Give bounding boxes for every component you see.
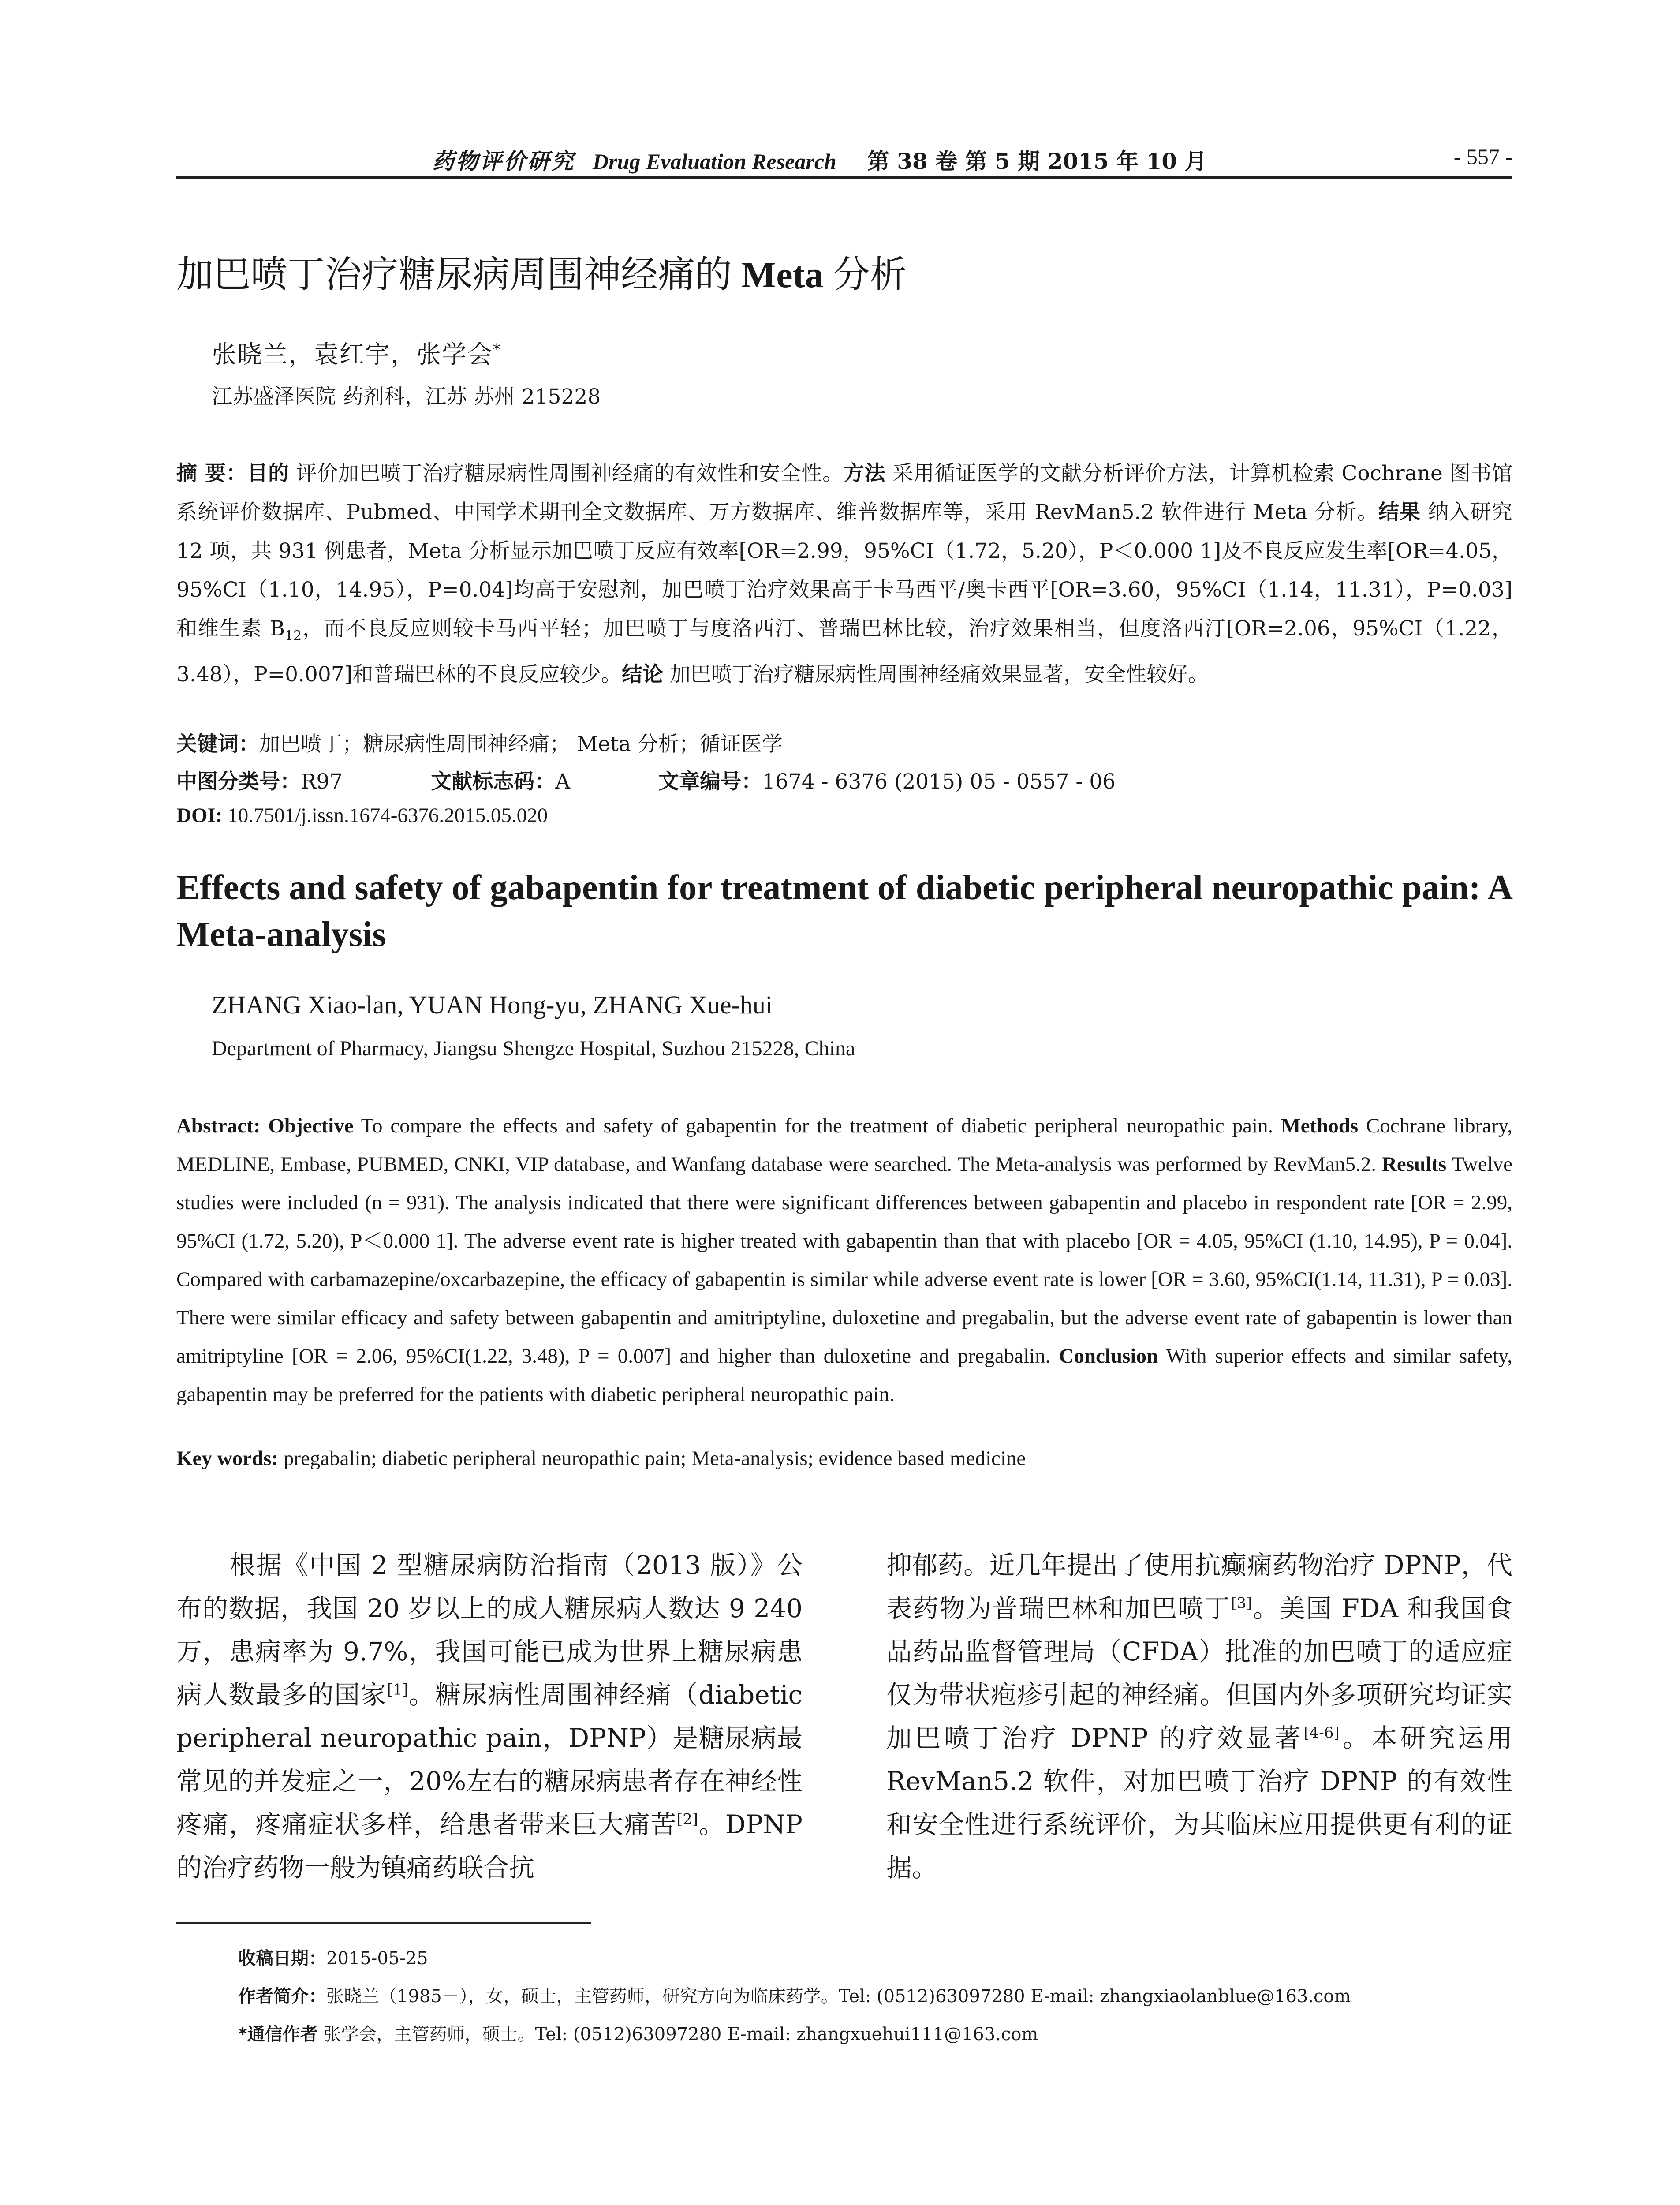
body-text: 。糖尿病性周围神经痛（diabetic peripheral neuropathic pain，DPNP）是糖尿病最常见的并发症之一，20%左右的糖尿病患者存在神经性疼痛，疼痛症状多样，给患者带来巨大痛苦 xyxy=(176,1680,803,1839)
header-divider xyxy=(176,176,1512,179)
corr-text: 张学会，主管药师，硕士。Tel: (0512)63097280 E-mail: zhangxuehui111@163.com xyxy=(317,2024,1038,2044)
body-text: 。本研究运用 RevMan5.2 软件，对加巴喷丁治疗 DPNP 的有效性和安全性进行系统评价，为其临床应用提供更有利的证据。 xyxy=(886,1723,1512,1883)
article-no-label: 文章编号： xyxy=(658,770,762,794)
title-cn-part: 分析 xyxy=(833,253,907,296)
journal-name-en: Drug Evaluation Research xyxy=(593,149,836,174)
body-column-left xyxy=(176,1544,803,1889)
keywords-text-en: pregabalin; diabetic peripheral neuropathic pain; Meta-analysis; evidence based medicine xyxy=(278,1447,1026,1470)
doc-code-label: 文献标志码： xyxy=(431,770,556,794)
bio-text: 张晓兰（1985－），女，硕士，主管药师，研究方向为临床药学。Tel: (0512)63097280 E-mail: zhangxiaolanblue@163.com xyxy=(326,1986,1351,2007)
abstract-label-cn: 摘 要： xyxy=(176,461,247,486)
bio-label: 作者简介： xyxy=(238,1986,326,2007)
body-text: 。DPNP 的治疗药物一般为镇痛药联合抗 xyxy=(176,1809,803,1883)
methods-text-cn: 采用循证医学的文献分析评价方法，计算机检索 Cochrane 图书馆系统评价数据库、Pubmed、中国学术期刊全文数据库、万方数据库、维普数据库等，采用 RevMan5.2 软件进行 Meta 分析。 xyxy=(176,461,1512,524)
abstract-cn xyxy=(176,454,1512,694)
objective-label-cn: 目的 xyxy=(247,461,289,486)
corr-label: *通信作者 xyxy=(238,2024,318,2044)
methods-label-cn: 方法 xyxy=(843,461,886,486)
title-cn-part: 加巴喷丁治疗糖尿病周围神经痛的 xyxy=(176,253,732,296)
vitamin-subscript: 12 xyxy=(285,628,302,644)
article-title-cn xyxy=(176,245,907,298)
corresponding-mark: * xyxy=(493,340,501,359)
footnote-divider xyxy=(176,1922,591,1924)
doi-label: DOI: xyxy=(176,804,223,827)
methods-text-en: Cochrane library, MEDLINE, Embase, PUBMED, CNKI, VIP database, and Wanfang database were searched. The Meta-analysis was performed by RevMan5.2. xyxy=(176,1114,1512,1176)
citation-ref[interactable]: [2] xyxy=(677,1810,698,1828)
body-text: 根据《中国 2 型糖尿病防治指南（2013 版）》公布的数据，我国 20 岁以上的成人糖尿病人数达 9 240 万，患病率为 9.7%，我国可能已成为世界上糖尿病患病人数最多的国家 xyxy=(176,1550,803,1710)
clc-label: 中图分类号： xyxy=(176,770,301,794)
conclusion-text-en: With superior effects and similar safety, gabapentin may be preferred for the patients with diabetic peripheral neuropathic pain. xyxy=(176,1345,1512,1406)
article-no-value: 1674 - 6376 (2015) 05 - 0557 - 06 xyxy=(762,770,1116,794)
keywords-text-cn: 加巴喷丁；糖尿病性周围神经痛； Meta 分析；循证医学 xyxy=(259,732,783,756)
author-names-cn: 张晓兰，袁红宇，张学会 xyxy=(212,340,493,369)
keywords-label-cn: 关键词： xyxy=(176,732,259,756)
body-text: 。美国 FDA 和我国食品药品监督管理局（CFDA）批准的加巴喷丁的适应症仅为带状疱疹引起的神经痛。但国内外多项研究均证实加巴喷丁治疗 DPNP 的疗效显著 xyxy=(886,1593,1512,1753)
article-title-en: Effects and safety of gabapentin for treatment of diabetic peripheral neuropathic pain: A Meta-analysis xyxy=(176,868,1511,954)
corresponding-author xyxy=(238,2015,1351,2053)
keywords-label-en: Key words: xyxy=(176,1447,279,1470)
conclusion-label-cn: 结论 xyxy=(622,662,664,687)
received-date xyxy=(238,1940,1351,1977)
authors-cn xyxy=(212,335,501,370)
results-label-cn: 结果 xyxy=(1378,500,1421,524)
doi-value[interactable]: 10.7501/j.issn.1674-6376.2015.05.020 xyxy=(222,804,548,827)
header-line xyxy=(432,144,1207,176)
running-header xyxy=(176,140,1512,176)
conclusion-text-cn: 加巴喷丁治疗糖尿病性周围神经痛效果显著，安全性较好。 xyxy=(663,662,1209,687)
results-label-en: Results xyxy=(1381,1153,1447,1176)
keywords-cn xyxy=(176,728,783,757)
received-label: 收稿日期： xyxy=(238,1948,326,1969)
abstract-label-en: Abstract: Objective xyxy=(176,1114,354,1137)
keywords-en xyxy=(176,1446,1026,1470)
results-text-cn: 纳入研究 12 项，共 931 例患者，Meta 分析显示加巴喷丁反应有效率[OR=2.99，95%CI（1.72，5.20），P＜0.000 1]及不良反应发生率[OR=4.05，95%CI（1.10，14.95），P=0.04]均高于安慰剂，加巴喷丁治疗效果高于卡马西平/奥卡西平[OR=3.60，95%CI（1.14，11.31），P=0.03]和维生素 B xyxy=(176,500,1512,641)
body-column-right xyxy=(886,1544,1512,1889)
classification-line xyxy=(176,765,1116,795)
objective-text-en: To compare the effects and safety of gabapentin for the treatment of diabetic peripheral neuropathic pain. xyxy=(353,1114,1281,1137)
received-value: 2015-05-25 xyxy=(326,1948,428,1969)
journal-logo-cn: 药物评价研究 xyxy=(432,148,575,174)
authors-en: ZHANG Xiao-lan, YUAN Hong-yu, ZHANG Xue-hui xyxy=(212,990,773,1019)
citation-ref[interactable]: [1] xyxy=(387,1681,408,1699)
issue-info: 第 38 卷 第 5 期 2015 年 10 月 xyxy=(867,148,1207,174)
affiliation-cn: 江苏盛泽医院 药剂科，江苏 苏州 215228 xyxy=(212,385,601,409)
page-number: - 557 - xyxy=(1453,144,1512,169)
body-text: 抑郁药。近几年提出了使用抗癫痫药物治疗 DPNP，代表药物为普瑞巴林和加巴喷丁 xyxy=(886,1550,1512,1623)
abstract-en xyxy=(176,1107,1512,1414)
citation-ref[interactable]: [4-6] xyxy=(1303,1724,1340,1742)
affiliation-en: Department of Pharmacy, Jiangsu Shengze Hospital, Suzhou 215228, China xyxy=(212,1037,855,1060)
author-bio xyxy=(238,1977,1351,2015)
doc-code-value: A xyxy=(555,770,571,794)
objective-text-cn: 评价加巴喷丁治疗糖尿病性周围神经痛的有效性和安全性。 xyxy=(289,461,844,486)
methods-label-en: Methods xyxy=(1281,1114,1359,1137)
title-cn-meta: Meta xyxy=(732,254,833,295)
results-tail-cn: ，而不良反应则较卡马西平轻；加巴喷丁与度洛西汀、普瑞巴林比较，治疗效果相当，但度洛西汀[OR=2.06，95%CI（1.22，3.48），P=0.007]和普瑞巴林的不良反应较少。 xyxy=(176,617,1512,687)
footnotes xyxy=(238,1940,1351,2053)
doi-line xyxy=(176,804,548,827)
clc-value: R97 xyxy=(301,770,343,794)
citation-ref[interactable]: [3] xyxy=(1231,1594,1252,1612)
conclusion-label-en: Conclusion xyxy=(1059,1345,1158,1368)
results-text-en: Twelve studies were included (n = 931). The analysis indicated that there were significant differences between gabapentin and placebo in respondent rate [OR = 2.99, 95%CI (1.72, 5.20), P＜0.000 1]. The adverse event rate is higher treated with gabapentin than that with placebo [OR = 4.05, 95%CI (1.10, 14.95), P = 0.04]. Compared with carbamazepine/oxcarbazepine, the efficacy of gabapentin is similar while adverse event rate is lower [OR = 3.60, 95%CI(1.14, 11.31), P = 0.03]. There were similar efficacy and safety between gabapentin and amitriptyline, duloxetine and pregabalin, but the adverse event rate of gabapentin is lower than amitriptyline [OR = 2.06, 95%CI(1.22, 3.48), P = 0.007] and higher than duloxetine and pregabalin. xyxy=(176,1153,1512,1368)
